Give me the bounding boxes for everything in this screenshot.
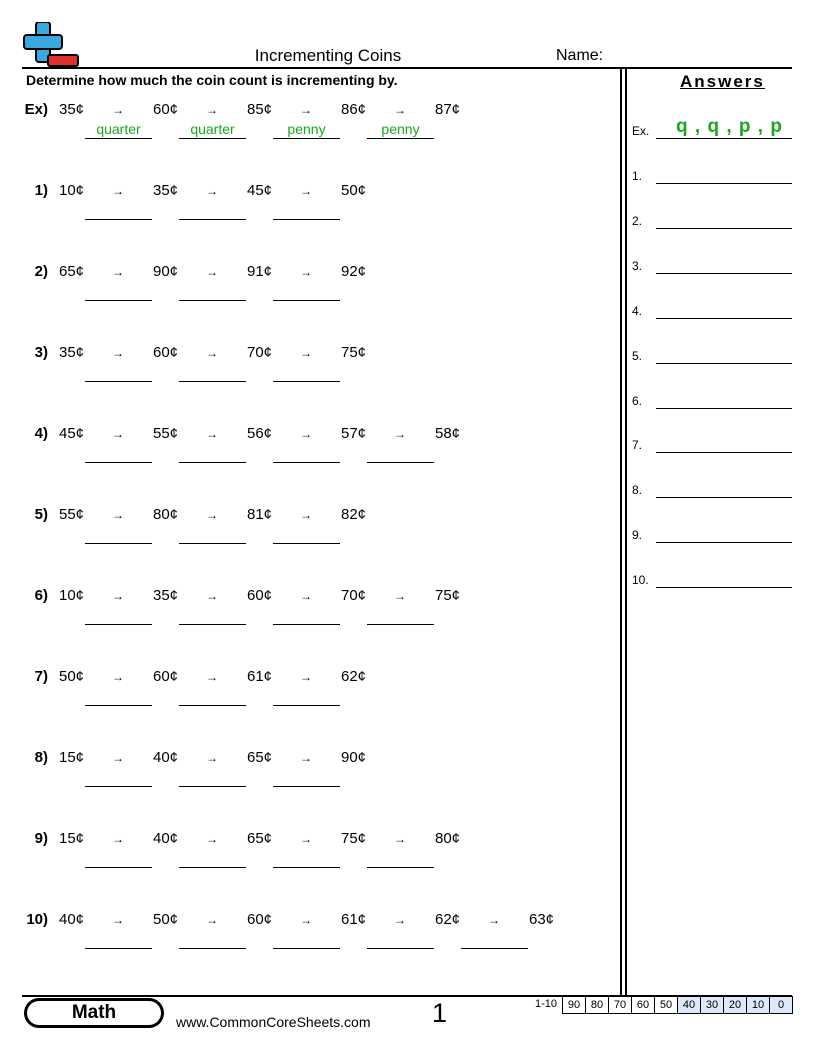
answer-blank[interactable] — [179, 381, 246, 382]
coin-value: 60¢ — [247, 911, 273, 928]
score-cell: 0 — [769, 996, 793, 1014]
arrow-icon: → — [112, 832, 124, 846]
coin-value: 60¢ — [153, 344, 179, 361]
arrow-icon: → — [206, 913, 218, 927]
answer-blank[interactable] — [85, 300, 152, 301]
coin-value: 86¢ — [341, 101, 367, 118]
answer-line[interactable] — [656, 183, 792, 184]
coin-value: 35¢ — [59, 101, 85, 118]
arrow-icon: → — [206, 508, 218, 522]
instructions: Determine how much the coin count is incrementing by. — [26, 72, 398, 88]
coin-value: 65¢ — [247, 749, 273, 766]
coin-value: 75¢ — [341, 344, 367, 361]
coin-value: 35¢ — [153, 587, 179, 604]
coin-value: 63¢ — [529, 911, 555, 928]
answer-blank[interactable] — [85, 381, 152, 382]
example-answer-line — [367, 138, 434, 139]
problem-label: 4) — [34, 425, 48, 442]
coin-value: 75¢ — [341, 830, 367, 847]
arrow-icon: → — [300, 670, 312, 684]
answer-blank[interactable] — [179, 624, 246, 625]
column-divider-left — [620, 68, 622, 996]
arrow-icon: → — [488, 913, 500, 927]
answer-example-label: Ex. — [632, 124, 650, 138]
problem-label: 1) — [34, 182, 48, 199]
score-cell: 50 — [654, 996, 678, 1014]
answer-blank[interactable] — [179, 786, 246, 787]
example-answer-line — [273, 138, 340, 139]
arrow-icon: → — [300, 508, 312, 522]
coin-value: 60¢ — [153, 668, 179, 685]
problem-label: 10) — [26, 911, 48, 928]
answer-blank[interactable] — [273, 948, 340, 949]
arrow-icon: → — [300, 265, 312, 279]
answer-blank[interactable] — [179, 300, 246, 301]
answer-blank[interactable] — [85, 624, 152, 625]
arrow-icon: → — [300, 103, 312, 117]
answer-number: 9. — [632, 528, 643, 543]
score-table — [563, 996, 793, 1014]
answer-blank[interactable] — [273, 219, 340, 220]
answer-number: 8. — [632, 483, 643, 498]
arrow-icon: → — [206, 832, 218, 846]
example-answer-word: penny — [381, 121, 420, 137]
arrow-icon: → — [112, 265, 124, 279]
coin-value: 57¢ — [341, 425, 367, 442]
problem-label: 5) — [34, 506, 48, 523]
score-range-label: 1-10 — [535, 998, 558, 1010]
coin-value: 50¢ — [341, 182, 367, 199]
answer-blank[interactable] — [367, 624, 434, 625]
answer-line[interactable] — [656, 228, 792, 229]
arrow-icon: → — [394, 427, 406, 441]
coin-value: 85¢ — [247, 101, 273, 118]
coin-value: 65¢ — [247, 830, 273, 847]
problem-label: 2) — [34, 263, 48, 280]
example-answer-line — [179, 138, 246, 139]
score-cell: 60 — [631, 996, 655, 1014]
example-answer-word: quarter — [190, 121, 235, 137]
website-label: www.CommonCoreSheets.com — [176, 1014, 371, 1030]
coin-value: 65¢ — [59, 263, 85, 280]
coin-value: 50¢ — [153, 911, 179, 928]
column-divider-right — [625, 68, 627, 996]
coin-value: 15¢ — [59, 830, 85, 847]
coin-value: 10¢ — [59, 182, 85, 199]
arrow-icon: → — [300, 427, 312, 441]
problem-label: Ex) — [24, 101, 48, 118]
example-answer-word: penny — [287, 121, 326, 137]
coin-value: 50¢ — [59, 668, 85, 685]
example-answer-word: quarter — [96, 121, 141, 137]
arrow-icon: → — [394, 103, 406, 117]
score-cell: 80 — [585, 996, 609, 1014]
arrow-icon: → — [112, 346, 124, 360]
example-answer-line — [85, 138, 152, 139]
problem-label: 6) — [34, 587, 48, 604]
answer-blank[interactable] — [85, 705, 152, 706]
answer-number: 6. — [632, 393, 643, 408]
answer-blank[interactable] — [85, 786, 152, 787]
score-cell: 30 — [700, 996, 724, 1014]
score-cell: 70 — [608, 996, 632, 1014]
answer-blank[interactable] — [367, 948, 434, 949]
answer-number: 1. — [632, 169, 643, 183]
coin-value: 90¢ — [153, 263, 179, 280]
answer-blank[interactable] — [461, 948, 528, 949]
coin-value: 80¢ — [153, 506, 179, 523]
answer-line[interactable] — [656, 408, 792, 409]
arrow-icon: → — [112, 103, 124, 117]
coin-value: 91¢ — [247, 263, 273, 280]
arrow-icon: → — [112, 184, 124, 198]
coin-value: 60¢ — [153, 101, 179, 118]
arrow-icon: → — [206, 184, 218, 198]
arrow-icon: → — [206, 670, 218, 684]
arrow-icon: → — [300, 832, 312, 846]
problem-label: 7) — [34, 668, 48, 685]
answer-number: 4. — [632, 303, 643, 318]
arrow-icon: → — [394, 589, 406, 603]
answer-blank[interactable] — [85, 219, 152, 220]
coin-value: 87¢ — [435, 101, 461, 118]
coin-value: 92¢ — [341, 263, 367, 280]
arrow-icon: → — [112, 913, 124, 927]
coin-value: 80¢ — [435, 830, 461, 847]
answer-number: 10. — [632, 573, 649, 588]
score-cell: 20 — [723, 996, 747, 1014]
answer-number: 2. — [632, 213, 643, 228]
answer-blank[interactable] — [273, 867, 340, 868]
answer-line[interactable] — [656, 452, 792, 453]
answer-blank[interactable] — [179, 219, 246, 220]
arrow-icon: → — [394, 832, 406, 846]
coin-value: 40¢ — [153, 749, 179, 766]
answer-blank[interactable] — [273, 300, 340, 301]
coin-value: 81¢ — [247, 506, 273, 523]
coin-value: 70¢ — [341, 587, 367, 604]
arrow-icon: → — [300, 184, 312, 198]
arrow-icon: → — [112, 670, 124, 684]
answer-number: 3. — [632, 258, 643, 273]
arrow-icon: → — [112, 508, 124, 522]
answer-blank[interactable] — [179, 948, 246, 949]
arrow-icon: → — [112, 751, 124, 765]
coin-value: 35¢ — [59, 344, 85, 361]
coin-value: 10¢ — [59, 587, 85, 604]
answer-line[interactable] — [656, 273, 792, 274]
answer-blank[interactable] — [273, 462, 340, 463]
answer-line[interactable] — [656, 363, 792, 364]
answer-blank[interactable] — [85, 948, 152, 949]
subject-label: Math — [27, 1001, 161, 1025]
arrow-icon: → — [300, 751, 312, 765]
name-label: Name: — [556, 47, 604, 64]
answers-heading: Answers — [680, 72, 765, 91]
problem-label: 9) — [34, 830, 48, 847]
answer-line[interactable] — [656, 542, 792, 543]
answer-blank[interactable] — [179, 543, 246, 544]
arrow-icon: → — [300, 589, 312, 603]
arrow-icon: → — [206, 346, 218, 360]
answer-example-value: q , q , p , p — [676, 116, 783, 137]
answer-blank[interactable] — [179, 867, 246, 868]
answer-line[interactable] — [656, 497, 792, 498]
answer-blank[interactable] — [273, 543, 340, 544]
coin-value: 75¢ — [435, 587, 461, 604]
answer-blank[interactable] — [85, 543, 152, 544]
coin-value: 55¢ — [59, 506, 85, 523]
arrow-icon: → — [206, 427, 218, 441]
answer-blank[interactable] — [85, 462, 152, 463]
coin-value: 62¢ — [341, 668, 367, 685]
score-cell: 40 — [677, 996, 701, 1014]
coin-value: 61¢ — [341, 911, 367, 928]
arrow-icon: → — [112, 589, 124, 603]
answer-example-line — [656, 138, 792, 139]
arrow-icon: → — [112, 427, 124, 441]
arrow-icon: → — [206, 265, 218, 279]
coin-value: 90¢ — [341, 749, 367, 766]
logo-icon — [22, 22, 80, 68]
answer-blank[interactable] — [85, 867, 152, 868]
coin-value: 58¢ — [435, 425, 461, 442]
score-cell: 90 — [562, 996, 586, 1014]
arrow-icon: → — [206, 589, 218, 603]
answer-blank[interactable] — [273, 624, 340, 625]
answer-blank[interactable] — [273, 705, 340, 706]
subject-badge — [24, 998, 164, 1028]
arrow-icon: → — [300, 346, 312, 360]
answer-line[interactable] — [656, 318, 792, 319]
coin-value: 45¢ — [247, 182, 273, 199]
header-divider — [22, 67, 792, 69]
coin-value: 40¢ — [153, 830, 179, 847]
coin-value: 35¢ — [153, 182, 179, 199]
page-title: Incrementing Coins — [254, 46, 402, 65]
problem-label: 3) — [34, 344, 48, 361]
answer-blank[interactable] — [273, 786, 340, 787]
coin-value: 60¢ — [247, 587, 273, 604]
coin-value: 55¢ — [153, 425, 179, 442]
answer-number: 7. — [632, 438, 643, 453]
page-number: 1 — [432, 998, 448, 1028]
answer-line[interactable] — [656, 587, 792, 588]
score-cell: 10 — [746, 996, 770, 1014]
problem-label: 8) — [34, 749, 48, 766]
answer-number: 5. — [632, 348, 643, 363]
arrow-icon: → — [206, 751, 218, 765]
arrow-icon: → — [300, 913, 312, 927]
coin-value: 40¢ — [59, 911, 85, 928]
arrow-icon: → — [206, 103, 218, 117]
coin-value: 62¢ — [435, 911, 461, 928]
answer-blank[interactable] — [367, 462, 434, 463]
coin-value: 61¢ — [247, 668, 273, 685]
coin-value: 45¢ — [59, 425, 85, 442]
answer-blank[interactable] — [179, 705, 246, 706]
coin-value: 15¢ — [59, 749, 85, 766]
coin-value: 82¢ — [341, 506, 367, 523]
answer-blank[interactable] — [179, 462, 246, 463]
answer-blank[interactable] — [273, 381, 340, 382]
arrow-icon: → — [394, 913, 406, 927]
answer-blank[interactable] — [367, 867, 434, 868]
coin-value: 70¢ — [247, 344, 273, 361]
coin-value: 56¢ — [247, 425, 273, 442]
